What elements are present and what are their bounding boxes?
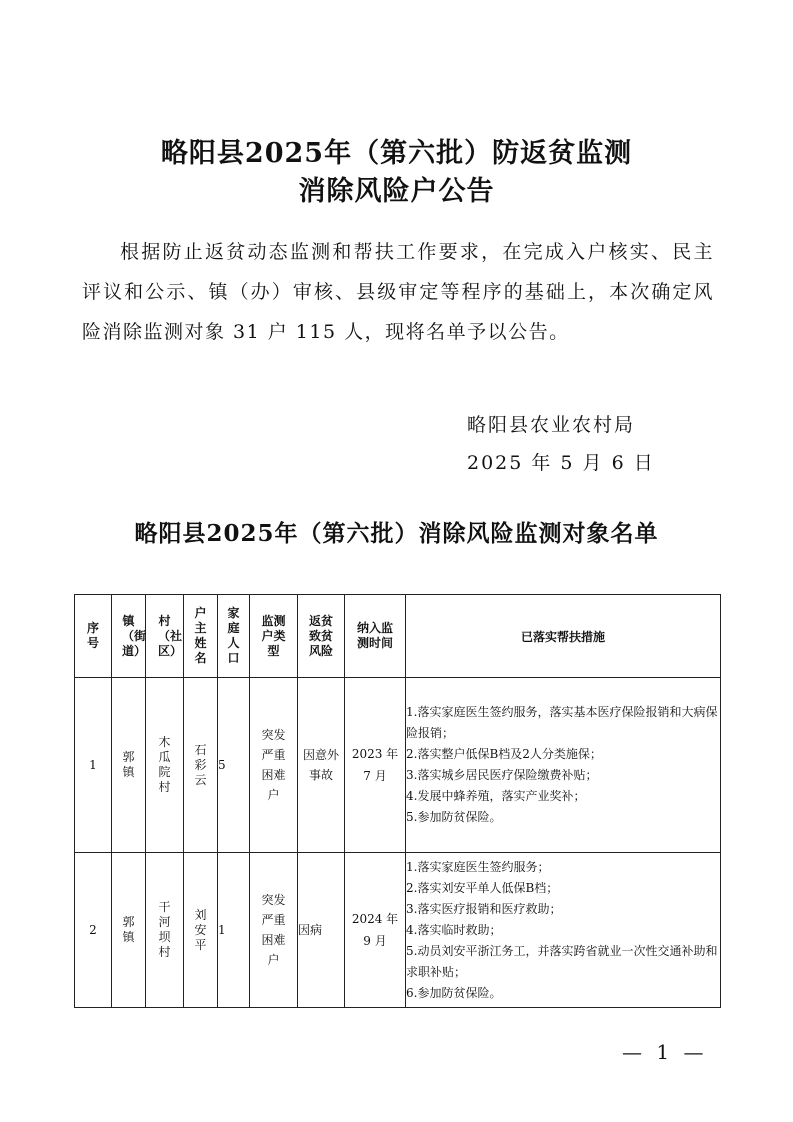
measure-item: 4.发展中蜂养殖，落实产业奖补； — [406, 789, 586, 803]
announcement-title-line2: 消除风险户公告 — [298, 176, 495, 207]
measure-item: 5.参加防贫保险。 — [406, 810, 502, 824]
header-town: 镇（街道） — [112, 595, 146, 678]
cell-family-size: 1 — [218, 853, 250, 1008]
cell-seq: 1 — [75, 678, 112, 853]
measure-item: 3.落实城乡居民医疗保险缴费补贴； — [406, 768, 598, 782]
measure-item: 3.落实医疗报销和医疗救助； — [406, 901, 562, 916]
table-row — [75, 853, 721, 1008]
cell-household-head: 刘安平 — [184, 853, 218, 1008]
cell-household-head: 石彩云 — [184, 678, 218, 853]
cell-household-type: 突发严重困难户 — [250, 853, 298, 1008]
measure-item: 2.落实刘安平单人低保B档； — [406, 880, 559, 895]
cell-measures — [406, 853, 721, 1008]
measure-item: 1.落实家庭医生签约服务； — [406, 859, 550, 874]
header-family-size: 家庭人口 — [218, 595, 250, 678]
issue-date: 2025 年 5 月 6 日 — [467, 452, 655, 474]
page-number: — 1 — — [622, 1040, 708, 1064]
cell-monitor-time: 2024 年 9 月 — [345, 853, 406, 1008]
header-household-head: 户主姓名 — [184, 595, 218, 678]
announcement-title-line1: 略阳县2025年（第六批）防返贫监测 — [160, 138, 633, 169]
cell-measures — [406, 678, 721, 853]
list-title: 略阳县2025年（第六批）消除风险监测对象名单 — [134, 520, 659, 547]
table-row — [75, 678, 721, 853]
header-village: 村（社区） — [146, 595, 184, 678]
measure-item: 5.动员刘安平浙江务工，并落实跨省就业一次性交通补助和求职补贴； — [406, 943, 718, 979]
cell-household-type: 突发严重困难户 — [250, 678, 298, 853]
header-monitor-time: 纳入监测时间 — [345, 595, 406, 678]
measure-item: 6.参加防贫保险。 — [406, 985, 502, 1000]
table-header-row — [75, 595, 721, 678]
cell-seq: 2 — [75, 853, 112, 1008]
measure-item: 4.落实临时救助； — [406, 922, 502, 937]
header-household-type: 监测户类型 — [250, 595, 298, 678]
header-measures: 已落实帮扶措施 — [406, 595, 721, 678]
monitoring-list-table — [74, 594, 721, 1008]
cell-town: 郭镇 — [112, 853, 146, 1008]
cell-risk: 因病 — [298, 853, 345, 1008]
cell-monitor-time: 2023 年 7 月 — [345, 678, 406, 853]
cell-risk: 因意外事故 — [298, 678, 345, 853]
cell-family-size: 5 — [218, 678, 250, 853]
issuing-organization: 略阳县农业农村局 — [467, 414, 636, 436]
announcement-body: 根据防止返贫动态监测和帮扶工作要求，在完成入户核实、民主评议和公示、镇（办）审核、县级审定等程序的基础上，本次确定风险消除监测对象 31 户 115 人，现将名单予以公告。 — [82, 241, 714, 343]
cell-village: 木瓜院村 — [146, 678, 184, 853]
header-risk: 返贫致贫风险 — [298, 595, 345, 678]
cell-town: 郭镇 — [112, 678, 146, 853]
measure-item: 1.落实家庭医生签约服务，落实基本医疗保险报销和大病保险报销； — [406, 705, 718, 740]
measure-item: 2.落实整户低保B档及2人分类施保； — [406, 747, 602, 761]
header-seq: 序号 — [75, 595, 112, 678]
cell-village: 干河坝村 — [146, 853, 184, 1008]
